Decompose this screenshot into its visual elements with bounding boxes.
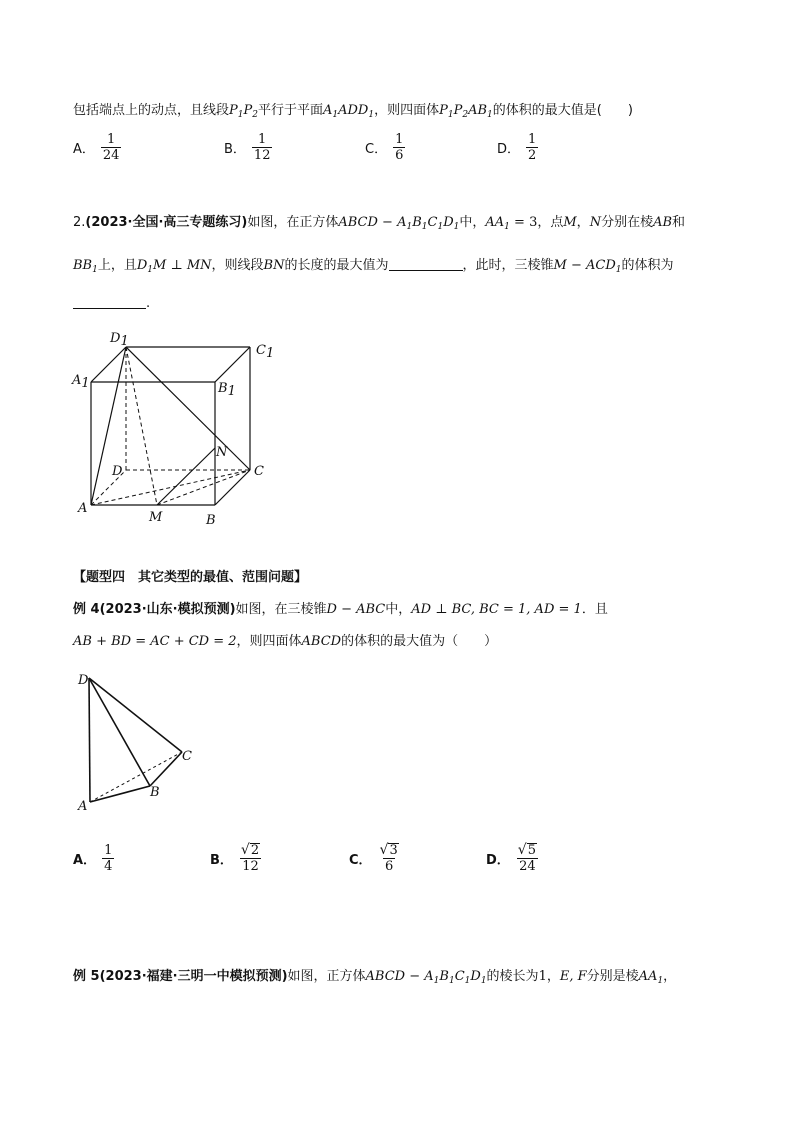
fraction: √ 2 12: [240, 842, 260, 874]
label-b: B: [206, 513, 216, 528]
label-a1: A1: [72, 373, 90, 391]
math-tetrahedron: $P_1P_2AB_1$: [439, 103, 493, 120]
option-d[interactable]: D． $\frac{1}{2}$: [497, 132, 537, 163]
line-d1-a: [91, 347, 126, 505]
label-m: M: [149, 510, 163, 525]
prev-question-text: [73, 101, 633, 125]
edge-b-c: [215, 470, 250, 505]
tetrahedron-figure: [70, 668, 210, 818]
fraction: √ 5 24: [517, 842, 536, 874]
fraction: $\frac{1}{6}$: [395, 132, 404, 163]
label-b1: B1: [218, 381, 236, 399]
label-n: N: [216, 445, 228, 460]
ex4-line-2: AB + BD = AC + CD = 2，则四面体ABCD的体积的最大值为（ ）: [73, 634, 498, 649]
label-b: B: [150, 785, 160, 800]
ex4-line-1: 例 4(2023·山东·模拟预测)如图，在三棱锥D − ABC中，AD ⊥ BC, BC = 1, AD = 1．且: [73, 602, 608, 617]
math-plane: $A_1ADD_1$: [323, 103, 375, 120]
math-segment: $P_1P_2$: [229, 103, 258, 120]
hidden-line-m-c: [157, 470, 250, 505]
fraction: $\frac{1}{4}$: [104, 843, 113, 874]
option-b[interactable]: B． $\frac{1}{12}$: [224, 132, 271, 163]
ex4-option-b[interactable]: B． √ 2 12: [210, 843, 262, 874]
fraction: √ 3 6: [379, 842, 398, 874]
option-c[interactable]: C． $\frac{1}{6}$: [365, 132, 404, 163]
ex4-option-d[interactable]: D． √ 5 24: [486, 843, 539, 874]
hidden-line-d1-m: [126, 347, 157, 505]
ex5-line-1: 例 5(2023·福建·三明一中模拟预测)如图，正方体ABCD − $A_1B_1C_1D_1$的棱长为1，E, F分别是棱$AA_1$，: [73, 969, 677, 986]
text-run: 平行于平面: [257, 103, 323, 118]
answer-blank-1[interactable]: [389, 256, 463, 271]
fraction: $\frac{1}{12}$: [253, 132, 271, 163]
edge-b-c: [150, 752, 182, 786]
section-title: 【题型四 其它类型的最值、范围问题】: [73, 570, 308, 585]
option-a[interactable]: A． $\frac{1}{24}$: [73, 132, 120, 163]
edge-d-b: [89, 678, 150, 786]
fraction: $\frac{1}{2}$: [528, 132, 537, 163]
label-a: A: [78, 501, 88, 516]
q2-line-2: $BB_1$上，且$D_1M$ ⊥ MN，则线段BN的长度的最大值为 ，此时，三棱锥$M - ACD_1$的体积为: [73, 258, 674, 275]
edge-b1-c1: [215, 347, 250, 382]
q2-line-3: .: [73, 294, 150, 314]
cube-figure: [70, 328, 290, 528]
text-run: 的体积的最大值是( ): [492, 103, 633, 118]
label-c1: C1: [256, 343, 275, 361]
label-d1: D1: [110, 331, 129, 349]
edge-a-b: [90, 786, 150, 802]
label-d: D: [78, 673, 89, 688]
ex4-option-c[interactable]: C． √ 3 6: [349, 843, 401, 874]
hidden-edge-a-c: [90, 752, 182, 802]
edge-d-c: [89, 678, 182, 752]
answer-blank-2[interactable]: [73, 294, 146, 309]
label-c: C: [254, 464, 264, 479]
label-c: C: [182, 749, 192, 764]
edge-d-a: [89, 678, 90, 802]
fraction: $\frac{1}{24}$: [102, 132, 120, 163]
label-a: A: [78, 799, 88, 814]
text-run: ，则四面体: [374, 103, 440, 118]
ex4-option-a[interactable]: A． $\frac{1}{4}$: [73, 843, 113, 874]
edge-a1-d1: [91, 347, 126, 382]
q2-line-1: 2.(2023·全国·高三专题练习)如图，在正方体ABCD − $A_1B_1C_1D_1$中，$AA_1 = 3$，点M，N分别在棱AB和: [73, 215, 686, 232]
text-run: 包括端点上的动点，且线段: [73, 103, 230, 118]
label-d: D: [112, 464, 123, 479]
line-m-n: [157, 448, 215, 505]
